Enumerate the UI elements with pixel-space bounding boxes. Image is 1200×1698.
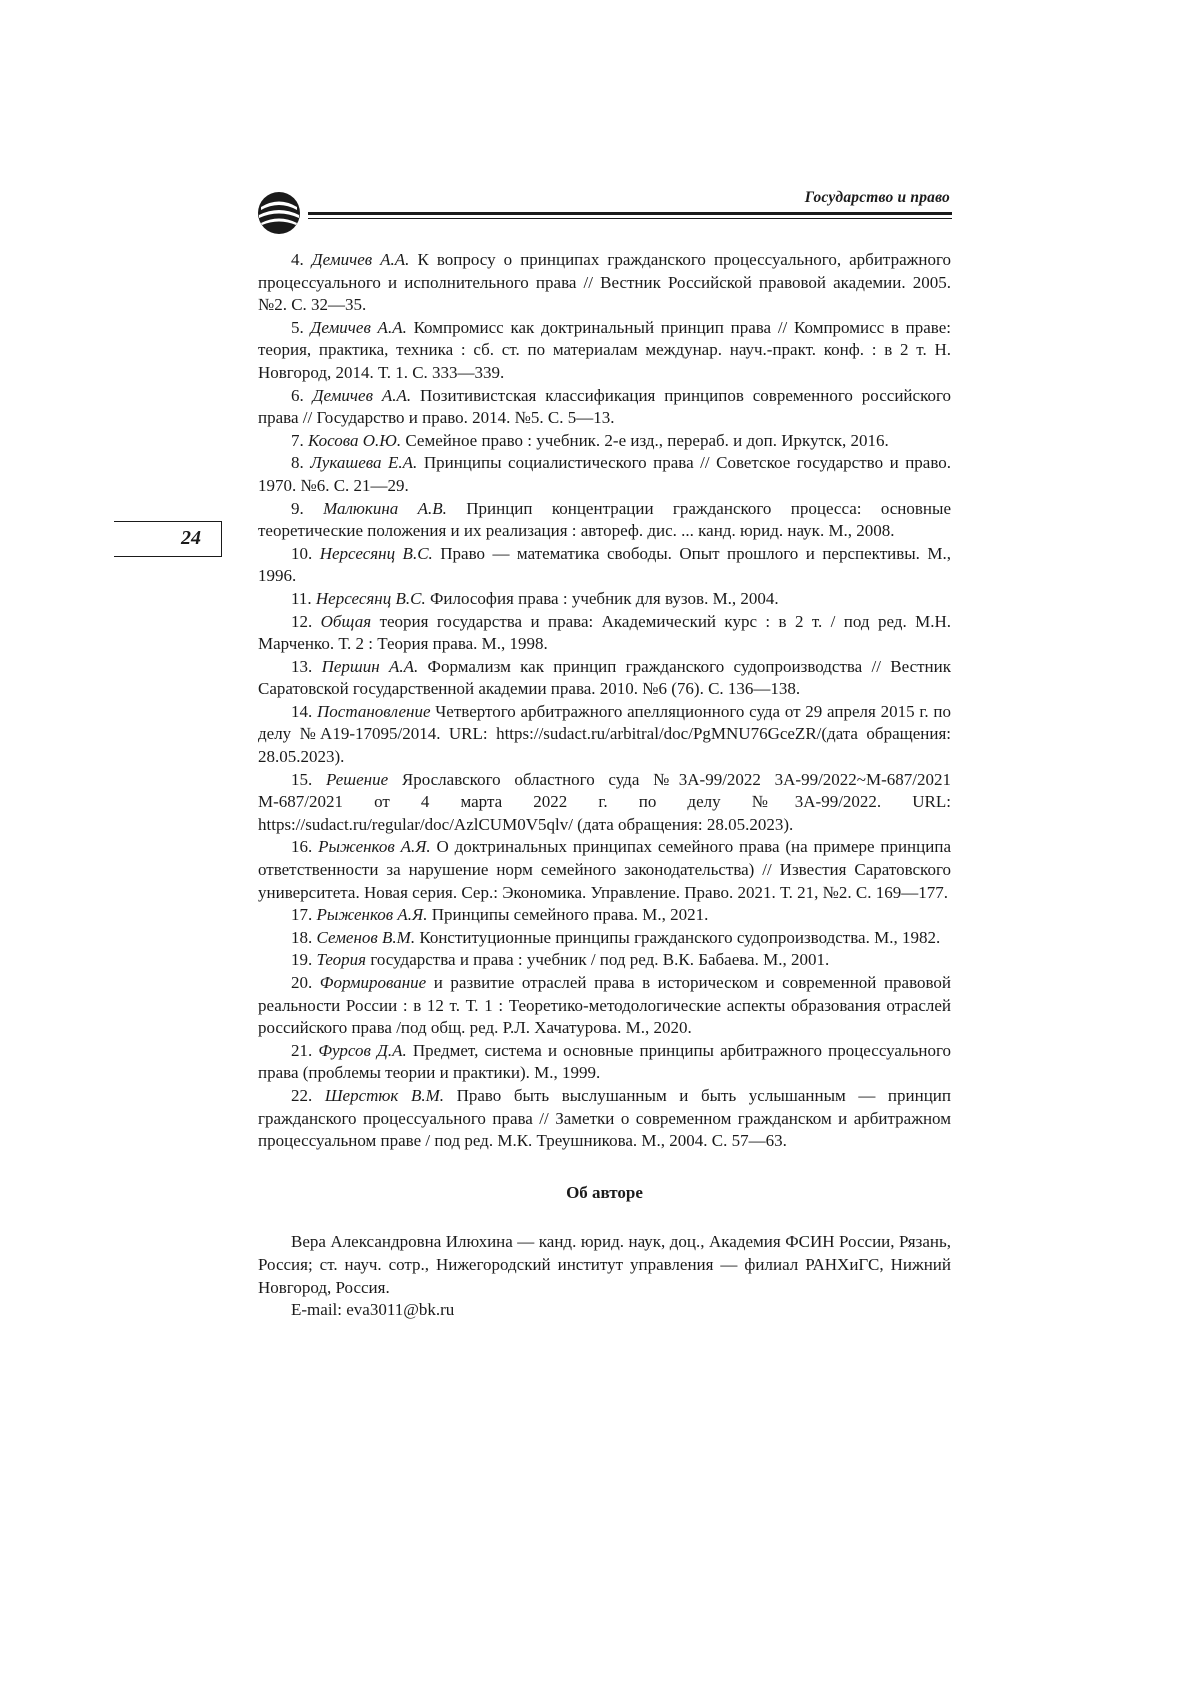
reference-item bbox=[258, 317, 951, 385]
reference-author: Шерстюк В.М. bbox=[324, 1085, 444, 1105]
reference-text: Четвертого арбитражного апелляционного суда от 29 апреля 2015 г. по делу №А19-17095/2014. URL: https://sudact.ru/arbitral/doc/PgMNU76GceZR/(дата обращения: 28.05.2023). bbox=[258, 701, 952, 767]
reference-number: 22. bbox=[291, 1085, 313, 1105]
reference-number: 11. bbox=[291, 588, 312, 608]
reference-author: Общая bbox=[320, 611, 372, 631]
page-number: 24 bbox=[181, 527, 201, 549]
reference-item bbox=[258, 949, 951, 972]
reference-text: К вопросу о принципах гражданского процессуального, арбитражного процессуального и исполнительного права // Вестник Российской правовой академии. 2005. №2. С. 32—35. bbox=[258, 250, 952, 315]
reference-text: О доктринальных принципах семейного права (на примере принципа ответственности за нарушение норм семейного законодательства) // Известия Саратовского университета. Новая серия. Сер.: Экономика. Управление. Право. 2021. Т. 21, №2. С. 169—177. bbox=[258, 837, 951, 902]
reference-author: Семенов В.М. bbox=[316, 927, 416, 947]
reference-text: Предмет, система и основные принципы арбитражного процессуального права (проблемы теории и практики). М., 1999. bbox=[258, 1040, 951, 1083]
reference-author: Постановление bbox=[317, 701, 431, 721]
about-heading: Об авторе bbox=[566, 1182, 643, 1202]
main-content bbox=[258, 249, 951, 1322]
reference-item bbox=[258, 385, 951, 430]
reference-author: Нерсесянц В.С. bbox=[315, 588, 426, 608]
reference-author: Теория bbox=[316, 950, 367, 970]
reference-item bbox=[258, 249, 951, 317]
reference-text: Право — математика свободы. Опыт прошлого и перспективы. М., 1996. bbox=[258, 543, 952, 586]
reference-item bbox=[258, 656, 951, 701]
page-number-box bbox=[114, 521, 222, 557]
reference-author: Лукашева Е.А. bbox=[310, 453, 418, 473]
header-rule-thick bbox=[308, 212, 952, 215]
page-header bbox=[256, 186, 952, 234]
reference-item bbox=[258, 430, 951, 453]
reference-number: 12. bbox=[291, 611, 313, 631]
reference-number: 8. bbox=[291, 453, 304, 473]
reference-author: Демичев А.А. bbox=[312, 385, 412, 405]
header-rule-thin bbox=[308, 218, 952, 219]
reference-text: Философия права : учебник для вузов. М., 2004. bbox=[425, 588, 779, 608]
reference-text: Формализм как принцип гражданского судопроизводства // Вестник Саратовской государственной академии права. 2010. №6 (76). С. 136—138. bbox=[258, 656, 952, 699]
reference-text: Ярославского областного суда №3А-99/2022 3А-99/2022~М-687/2021 М-687/2021 от 4 марта 2022 г. по делу №3А-99/2022. URL: https://sudact.ru/regular/doc/AzlCUM0V5qlv/ (дата обращения: 28.05.2023). bbox=[258, 769, 951, 834]
reference-number: 15. bbox=[291, 769, 313, 789]
reference-text: государства и права : учебник / под ред. В.К. Бабаева. М., 2001. bbox=[366, 950, 830, 970]
reference-item bbox=[258, 701, 951, 769]
journal-logo-icon bbox=[256, 190, 302, 236]
reference-number: 20. bbox=[291, 973, 313, 992]
reference-author: Решение bbox=[325, 769, 389, 789]
reference-number: 6. bbox=[291, 385, 304, 405]
reference-text: теория государства и права: Академический курс : в 2 т. / под ред. М.Н. Марченко. Т. 2 : Теория права. М., 1998. bbox=[258, 611, 951, 654]
reference-number: 14. bbox=[291, 701, 313, 721]
reference-author: Нерсесянц В.С. bbox=[319, 543, 433, 563]
reference-author: Рыженков А.Я. bbox=[316, 905, 428, 925]
reference-item bbox=[258, 588, 951, 611]
reference-item bbox=[258, 1085, 951, 1153]
running-title: Государство и право bbox=[804, 189, 950, 206]
reference-text: Принципы социалистического права // Советское государство и право. 1970. №6. С. 21—29. bbox=[258, 453, 952, 495]
reference-author: Рыженков А.Я. bbox=[318, 837, 431, 857]
reference-number: 5. bbox=[291, 317, 304, 337]
reference-text: Конституционные принципы гражданского судопроизводства. М., 1982. bbox=[415, 927, 941, 947]
reference-author: Формирование bbox=[319, 973, 427, 992]
reference-item bbox=[258, 452, 951, 497]
reference-text: Семейное право : учебник. 2-е изд., перераб. и доп. Иркутск, 2016. bbox=[401, 430, 889, 450]
reference-number: 16. bbox=[291, 837, 313, 857]
reference-number: 13. bbox=[291, 656, 313, 676]
reference-item bbox=[258, 498, 951, 543]
reference-author: Малюкина А.В. bbox=[323, 498, 447, 518]
reference-item bbox=[258, 836, 951, 904]
reference-text: Позитивистская классификация принципов современного российского права // Государство и право. 2014. №5. С. 5—13. bbox=[258, 385, 952, 428]
reference-text: Принципы семейного права. М., 2021. bbox=[427, 905, 709, 925]
reference-item bbox=[258, 769, 951, 837]
reference-author: Фурсов Д.А. bbox=[318, 1040, 407, 1060]
reference-list bbox=[258, 249, 951, 1153]
reference-number: 19. bbox=[291, 950, 313, 970]
reference-number: 18. bbox=[291, 927, 313, 947]
reference-number: 17. bbox=[291, 905, 313, 925]
reference-author: Демичев А.А. bbox=[310, 317, 407, 337]
reference-item bbox=[258, 904, 951, 927]
reference-author: Першин А.А. bbox=[321, 656, 419, 676]
reference-text: Право быть выслушанным и быть услышанным — принцип гражданского процессуального права // Заметки о современном гражданском и арбитражном процессуальном праве / под ред. М.К. Треушникова. М., 2004. С. 57—63. bbox=[258, 1085, 951, 1151]
about-bio: Вера Александровна Илюхина — канд. юрид. наук, доц., Академия ФСИН России, Рязань, Россия; ст. науч. сотр., Нижегородский институт управления — филиал РАНХиГС, Нижний Новгород, Россия. bbox=[258, 1232, 951, 1297]
reference-item bbox=[258, 543, 951, 588]
reference-number: 9. bbox=[291, 498, 304, 518]
reference-author: Демичев А.А. bbox=[311, 250, 410, 269]
reference-item bbox=[258, 1040, 951, 1085]
reference-author: Косова О.Ю. bbox=[308, 430, 402, 450]
reference-text: Компромисс как доктринальный принцип права // Компромисс в праве: теория, практика, техника : сб. ст. по материалам междунар. науч.-практ. конф. : в 2 т. Н. Новгород, 2014. Т. 1. С. 333—339. bbox=[258, 317, 952, 382]
reference-number: 10. bbox=[291, 543, 313, 563]
reference-number: 21. bbox=[291, 1040, 313, 1060]
reference-number: 7. bbox=[291, 430, 304, 450]
reference-item bbox=[258, 611, 951, 656]
about-email: E-mail: eva3011@bk.ru bbox=[291, 1300, 455, 1320]
reference-item bbox=[258, 927, 951, 950]
reference-number: 4. bbox=[291, 250, 304, 269]
reference-item bbox=[258, 972, 951, 1040]
reference-text: и развитие отраслей права в историческом и современной правовой реальности России : в 12 т. Т. 1 : Теоретико-методологические аспекты образования отраслей российского права /под общ. ред. Р.Л. Хачатурова. М., 2020. bbox=[258, 973, 952, 1038]
reference-text: Принцип концентрации гражданского процесса: основные теоретические положения и их реализация : автореф. дис. ... канд. юрид. наук. М., 2008. bbox=[258, 498, 951, 541]
